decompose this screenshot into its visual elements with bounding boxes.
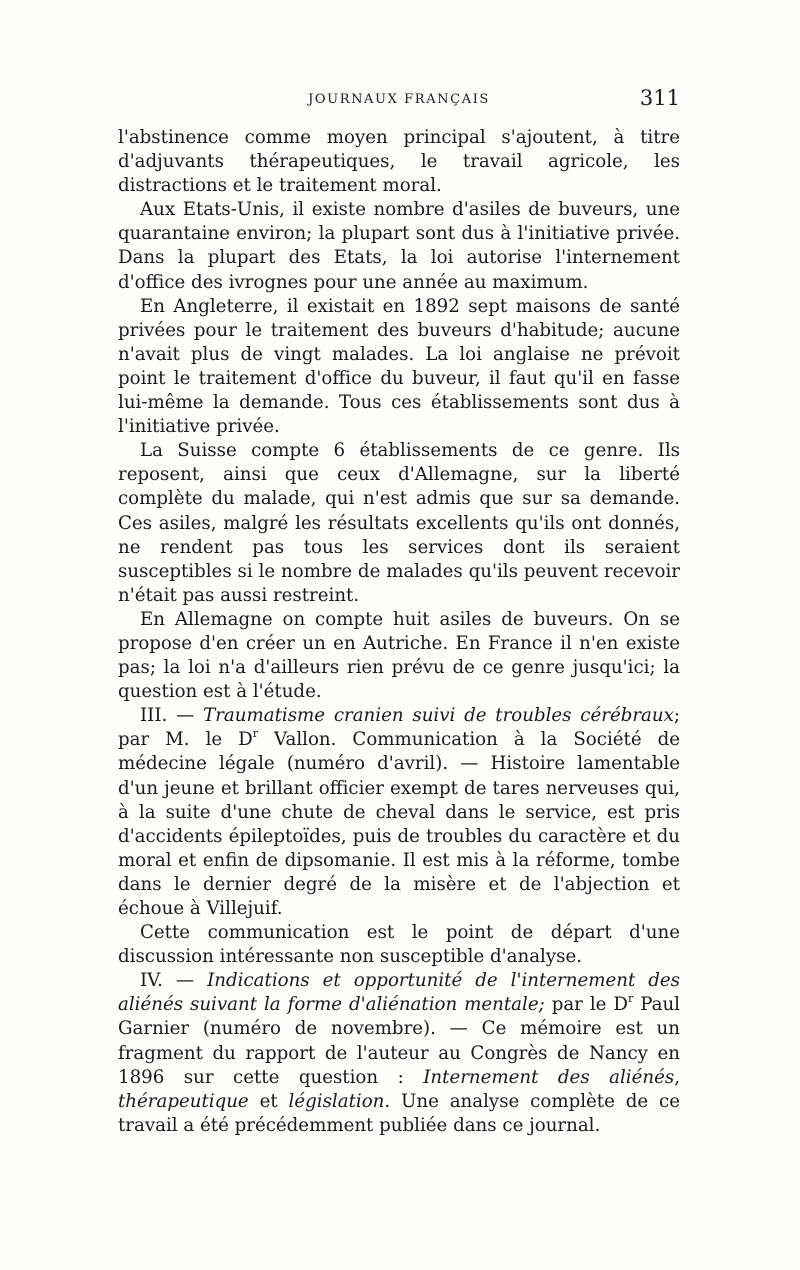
italic-term: thérapeutique xyxy=(118,1090,249,1112)
page-header xyxy=(118,86,680,116)
superscript: r xyxy=(627,992,634,1006)
paragraph-1: l'abstinence comme moyen principal s'ajoutent, à titre d'adjuvants thérapeutiques, le travail agricole, les distractions et le traitement moral. xyxy=(118,127,680,197)
separator: et xyxy=(248,1090,289,1112)
paragraph-6 xyxy=(118,704,680,921)
separator: , xyxy=(674,1066,680,1088)
section-number: III. — xyxy=(140,705,204,727)
paragraph-8 xyxy=(118,969,680,1138)
paragraph-5: En Allemagne on compte huit asiles de buveurs. On se propose d'en créer un en Autriche. En France il n'en existe pas; la loi n'a d'ailleurs rien prévu de ce genre jusqu'ici; la question est à l'étude. xyxy=(118,608,680,703)
running-title: JOURNAUX FRANÇAIS xyxy=(308,92,490,107)
paragraph-text: Vallon. Communication à la Société de médecine légale (numéro d'avril). — Histoire lamentable d'un jeune et brillant officier exempt de tares nerveuses qui, à la suite d'une chute de cheval dans le service, est pris d'accidents épileptoïdes, puis de troubles du caractère et du moral et enfin de dipsomanie. Il est mis à la réforme, tombe dans le dernier degré de la misère et de l'abjection et échoue à Villejuif. xyxy=(118,729,681,919)
italic-term: législation xyxy=(288,1090,385,1112)
paragraph-text: . Une analyse complète de ce travail a été précédemment publiée dans ce journal. xyxy=(118,1090,680,1136)
author-prefix: par le D xyxy=(544,994,628,1016)
paragraph-2: Aux Etats-Unis, il existe nombre d'asiles de buveurs, une quarantaine environ; la plupart sont dus à l'initiative privée. Dans la plupart des Etats, la loi autorise l'internement d'office des ivrognes pour une année au maximum. xyxy=(118,199,680,293)
italic-term: Internement des aliénés xyxy=(423,1066,675,1088)
paragraph-3: En Angleterre, il existait en 1892 sept maisons de santé privées pour le traitement des buveurs d'habitude; aucune n'avait plus de vingt malades. La loi anglaise ne prévoit point le traitement d'office du buveur, il faut qu'il en fasse lui-même la demande. Tous ces établissements sont dus à l'initiative privée. xyxy=(118,295,680,438)
article-title: Traumatisme cranien suivi de troubles cérébraux xyxy=(203,705,674,727)
page-number: 311 xyxy=(639,86,680,110)
body-text xyxy=(118,126,680,1138)
superscript: r xyxy=(252,727,259,741)
article-title: Indications et opportunité de l'internement des aliénés suivant la forme d'aliénation mentale; xyxy=(118,970,680,1016)
paragraph-7: Cette communication est le point de départ d'une discussion intéressante non susceptible d'analyse. xyxy=(118,922,680,968)
paragraph-4: La Suisse compte 6 établissements de ce genre. Ils reposent, ainsi que ceux d'Allemagne, sur la liberté complète du malade, qui n'est admis que sur sa demande. Ces asiles, malgré les résultats excellents qu'ils ont donnés, ne rendent pas tous les services dont ils seraient susceptibles si le nombre de malades qu'ils peuvent recevoir n'était pas aussi restreint. xyxy=(118,440,680,606)
author-prefix: ; par M. le D xyxy=(118,705,681,751)
section-number: IV. — xyxy=(140,970,208,992)
paragraph-text: Paul Garnier (numéro de novembre). — Ce mémoire est un fragment du rapport de l'auteur au Congrès de Nancy en 1896 sur cette question : xyxy=(118,994,680,1088)
